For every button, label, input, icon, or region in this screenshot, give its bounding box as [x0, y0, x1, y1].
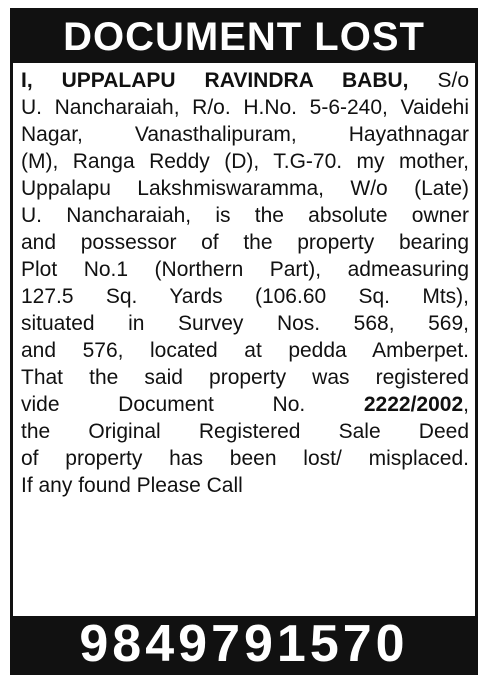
notice-line [21, 148, 469, 175]
notice-line [21, 175, 469, 202]
notice-bold-text: 2222/2002 [363, 393, 464, 416]
notice-text: U. Nancharaiah, is the absolute owner [21, 204, 469, 227]
notice-text: U. Nancharaiah, R/o. H.No. 5-6-240, Vaidehi [21, 96, 469, 119]
contact-phone-number: 9849791570 [13, 616, 475, 672]
notice-line [21, 121, 469, 148]
notice-text: of property has been lost/ misplaced. [21, 447, 469, 470]
notice-line [21, 391, 469, 418]
notice-line [21, 310, 469, 337]
notice-text: 127.5 Sq. Yards (106.60 Sq. Mts), [21, 285, 469, 308]
notice-line [21, 67, 469, 94]
notice-text: vide Document No. [21, 393, 364, 416]
notice-line [21, 229, 469, 256]
notice-text: and 576, located at pedda Amberpet. [21, 339, 469, 362]
notice-line [21, 445, 469, 472]
notice-line [21, 202, 469, 229]
notice-text: situated in Survey Nos. 568, 569, [21, 312, 469, 335]
notice-line [21, 283, 469, 310]
notice-line [21, 472, 469, 499]
notice-line [21, 418, 469, 445]
notice-line [21, 256, 469, 283]
notice-text: If any found Please Call [21, 474, 243, 497]
notice-text: and possessor of the property bearing [21, 231, 469, 254]
notice-bold-text: I, UPPALAPU RAVINDRA BABU, [21, 69, 409, 92]
notice-text: That the said property was registered [21, 366, 469, 389]
notice-line [21, 364, 469, 391]
notice-text: Uppalapu Lakshmiswaramma, W/o (Late) [21, 177, 469, 200]
notice-text: Plot No.1 (Northern Part), admeasuring [21, 258, 469, 281]
notice-text: (M), Ranga Reddy (D), T.G-70. my mother, [21, 150, 469, 173]
notice-body [21, 67, 469, 499]
notice-headline: DOCUMENT LOST [13, 11, 475, 63]
notice-line [21, 94, 469, 121]
notice-text: S/o [408, 69, 469, 92]
notice-line [21, 337, 469, 364]
notice-text: the Original Registered Sale Deed [21, 420, 469, 443]
notice-text: Nagar, Vanasthalipuram, Hayathnagar [21, 123, 469, 146]
lost-document-notice [10, 8, 478, 675]
notice-text: , [463, 393, 469, 416]
